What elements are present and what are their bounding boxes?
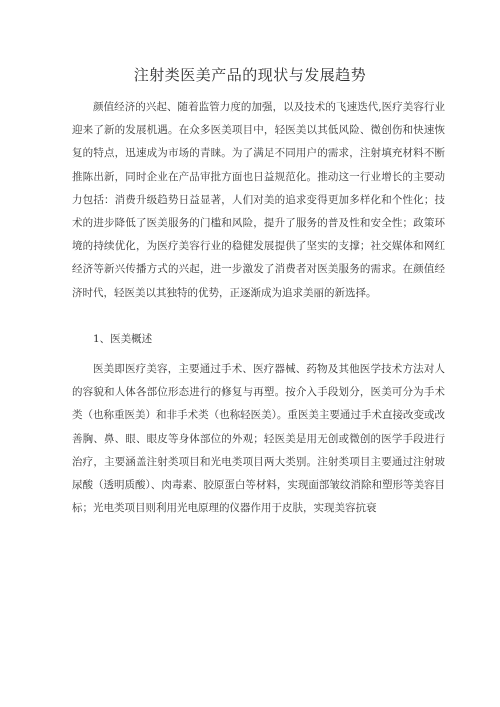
- intro-paragraph: 颜值经济的兴起、随着监管力度的加强，以及技术的飞速迭代,医疗美容行业迎来了新的发展机遇。在众多医美项目中，轻医美以其低风险、微创伤和快速恢复的特点，迅速成为市场的青睐。为了满足不同用户的需求，注射填充材料不断推陈出新，同时企业在产品审批方面也日益规范化。推动这一行业增长的主要动力包括：消费升级趋势日益显著，人们对美的追求变得更加多样化和个性化；技术的进步降低了医美服务的门槛和风险，提升了服务的普及性和安全性；政策环境的持续优化，为医疗美容行业的稳健发展提供了坚实的支撑；社交媒体和网红经济等新兴传播方式的兴起，进一步激发了消费者对医美服务的需求。在颜值经济时代，轻医美以其独特的优势，正逐渐成为追求美丽的新选择。: [72, 101, 445, 299]
- section-heading-overview: 1、医美概述: [93, 333, 153, 345]
- overview-paragraph: 医美即医疗美容，主要通过手术、医疗器械、药物及其他医学技术方法对人的容貌和人体各部位形态进行的修复与再塑。按介入手段划分，医美可分为手术类（也称重医美）和非手术类（也称轻医美）。重医美主要通过手术直接改变或改善胸、鼻、眼、眼皮等身体部位的外观；轻医美是用无创或微创的医学手段进行治疗，主要涵盖注射类项目和光电类项目两大类别。注射类项目主要通过注射玻尿酸（透明质酸）、肉毒素、胶原蛋白等材料，实现面部皱纹消除和塑形等美容目标；光电类项目则利用光电原理的仪器作用于皮肤，实现美容抗衰: [72, 363, 445, 515]
- document-title: 注射类医美产品的现状与发展趋势: [133, 66, 367, 84]
